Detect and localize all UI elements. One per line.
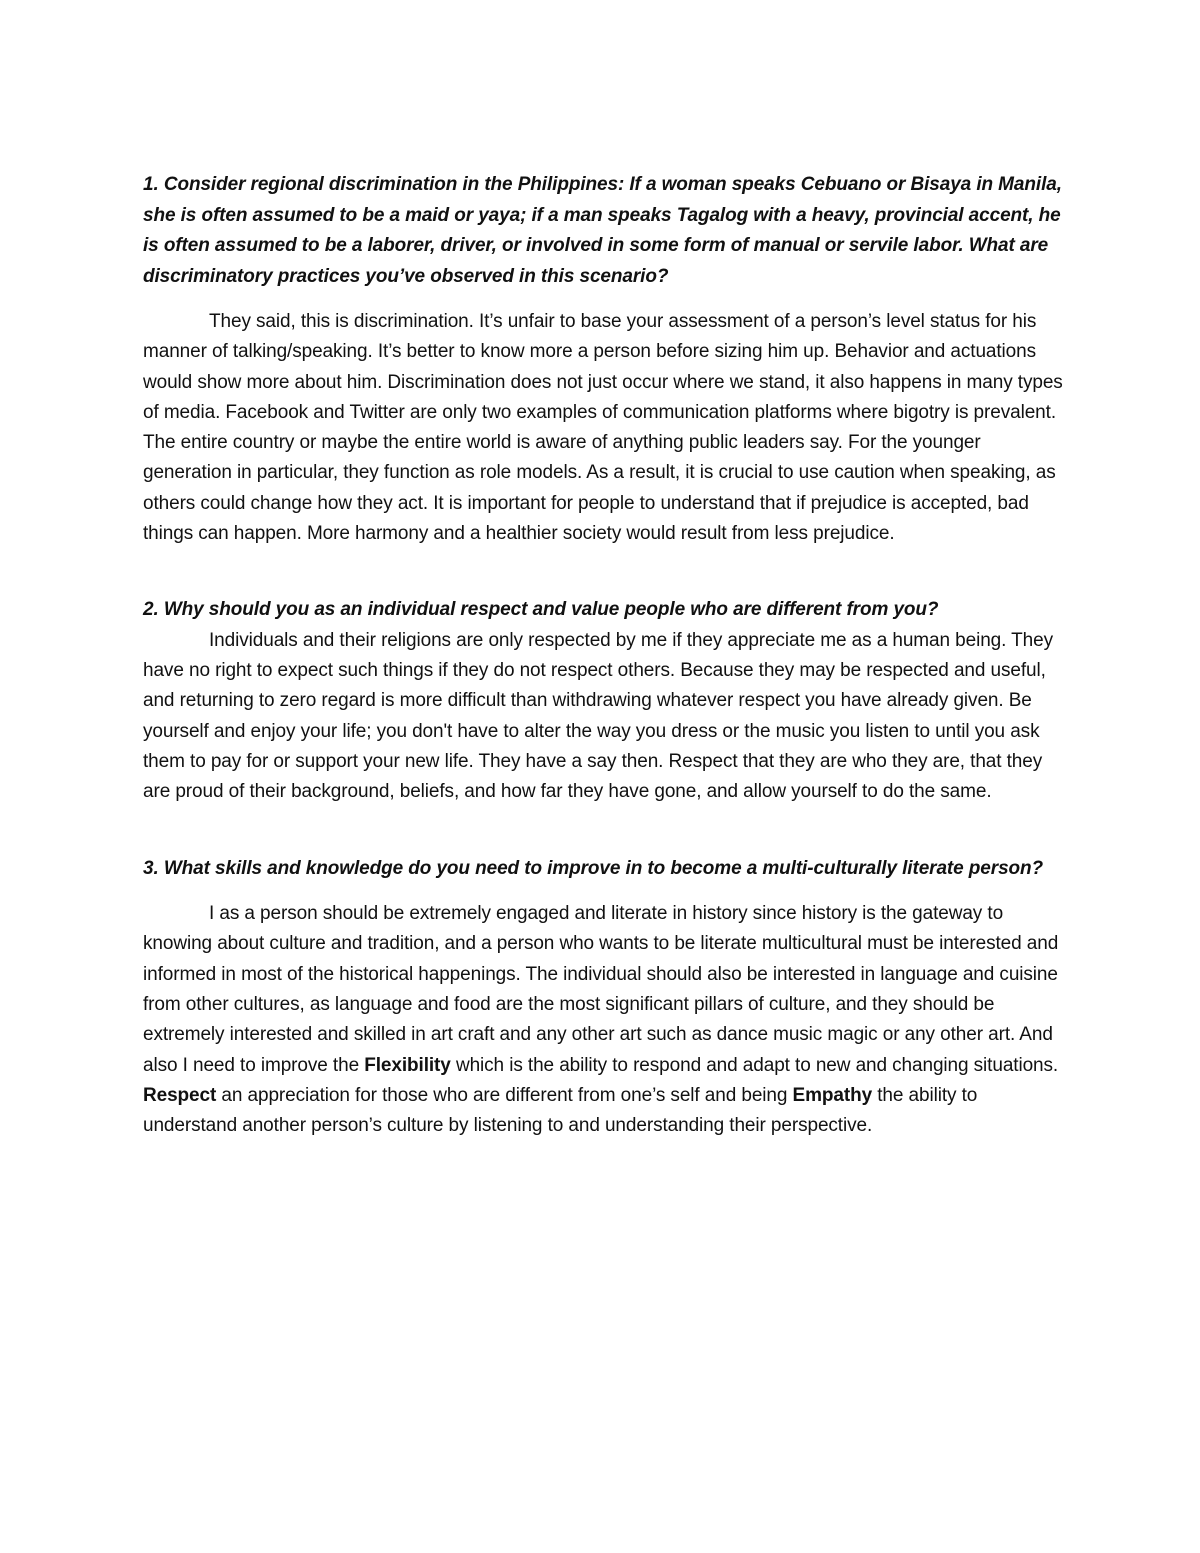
spacer [143, 549, 1073, 595]
answer-3-bold-flexibility: Flexibility [364, 1054, 451, 1076]
answer-3 [143, 899, 1073, 1141]
spacer [143, 808, 1073, 854]
spacer [143, 884, 1073, 899]
spacer [143, 292, 1073, 307]
answer-3-part-3: an appreciation for those who are different from one’s self and being [216, 1084, 793, 1106]
answer-3-part-1: I as a person should be extremely engaged and literate in history since history is the gateway to knowing about culture and tradition, and a person who wants to be literate multicultural must be interested and informed in most of the historical happenings. The individual should also be interested in language and cuisine from other cultures, as language and food are the most significant pillars of culture, and they should be extremely interested and skilled in art craft and any other art such as dance music magic or any other art. And also I need to improve the [143, 903, 1059, 1076]
answer-3-part-2: which is the ability to respond and adapt to new and changing situations. [450, 1054, 1059, 1076]
answer-3-bold-respect: Respect [143, 1084, 217, 1106]
question-1: 1. Consider regional discrimination in the Philippines: If a woman speaks Cebuano or Bisaya in Manila, she is often assumed to be a maid or yaya; if a man speaks Tagalog with a heavy, provincial accent, he is often assumed to be a laborer, driver, or involved in some form of manual or servile labor. What are discriminatory practices you’ve observed in this scenario? [143, 174, 1062, 287]
document-page [143, 170, 1073, 1142]
question-3: 3. What skills and knowledge do you need to improve in to become a multi-culturally literate person? [143, 857, 1044, 879]
answer-2-text: Individuals and their religions are only respected by me if they appreciate me as a human being. They have no right to expect such things if they do not respect others. Because they may be respected and useful, and returning to zero regard is more difficult than withdrawing whatever respect you have already given. Be yourself and enjoy your life; you don't have to alter the way you dress or the music you listen to until you ask them to pay for or support your new life. They have a say then. Respect that they are who they are, that they are proud of their background, beliefs, and how far they have gone, and allow yourself to do the same. [143, 629, 1053, 803]
answer-1-text: They said, this is discrimination. It’s unfair to base your assessment of a person’s level status for his manner of talking/speaking. It’s better to know more a person before sizing him up. Behavior and actuations would show more about him. Discrimination does not just occur where we stand, it also happens in many types of media. Facebook and Twitter are only two examples of communication platforms where bigotry is prevalent. The entire country or maybe the entire world is aware of anything public leaders say. For the younger generation in particular, they function as role models. As a result, it is crucial to use caution when speaking, as others could change how they act. It is important for people to understand that if prejudice is accepted, bad things can happen. More harmony and a healthier society would result from less prejudice. [143, 311, 1063, 545]
answer-3-bold-empathy: Empathy [792, 1084, 873, 1106]
answer-3-part-4: the ability to understand another person’s culture by listening to and understanding their perspective. [143, 1084, 978, 1137]
question-2: 2. Why should you as an individual respect and value people who are different from you? [143, 599, 939, 621]
answer-1 [143, 307, 1073, 549]
answer-2 [143, 626, 1073, 808]
